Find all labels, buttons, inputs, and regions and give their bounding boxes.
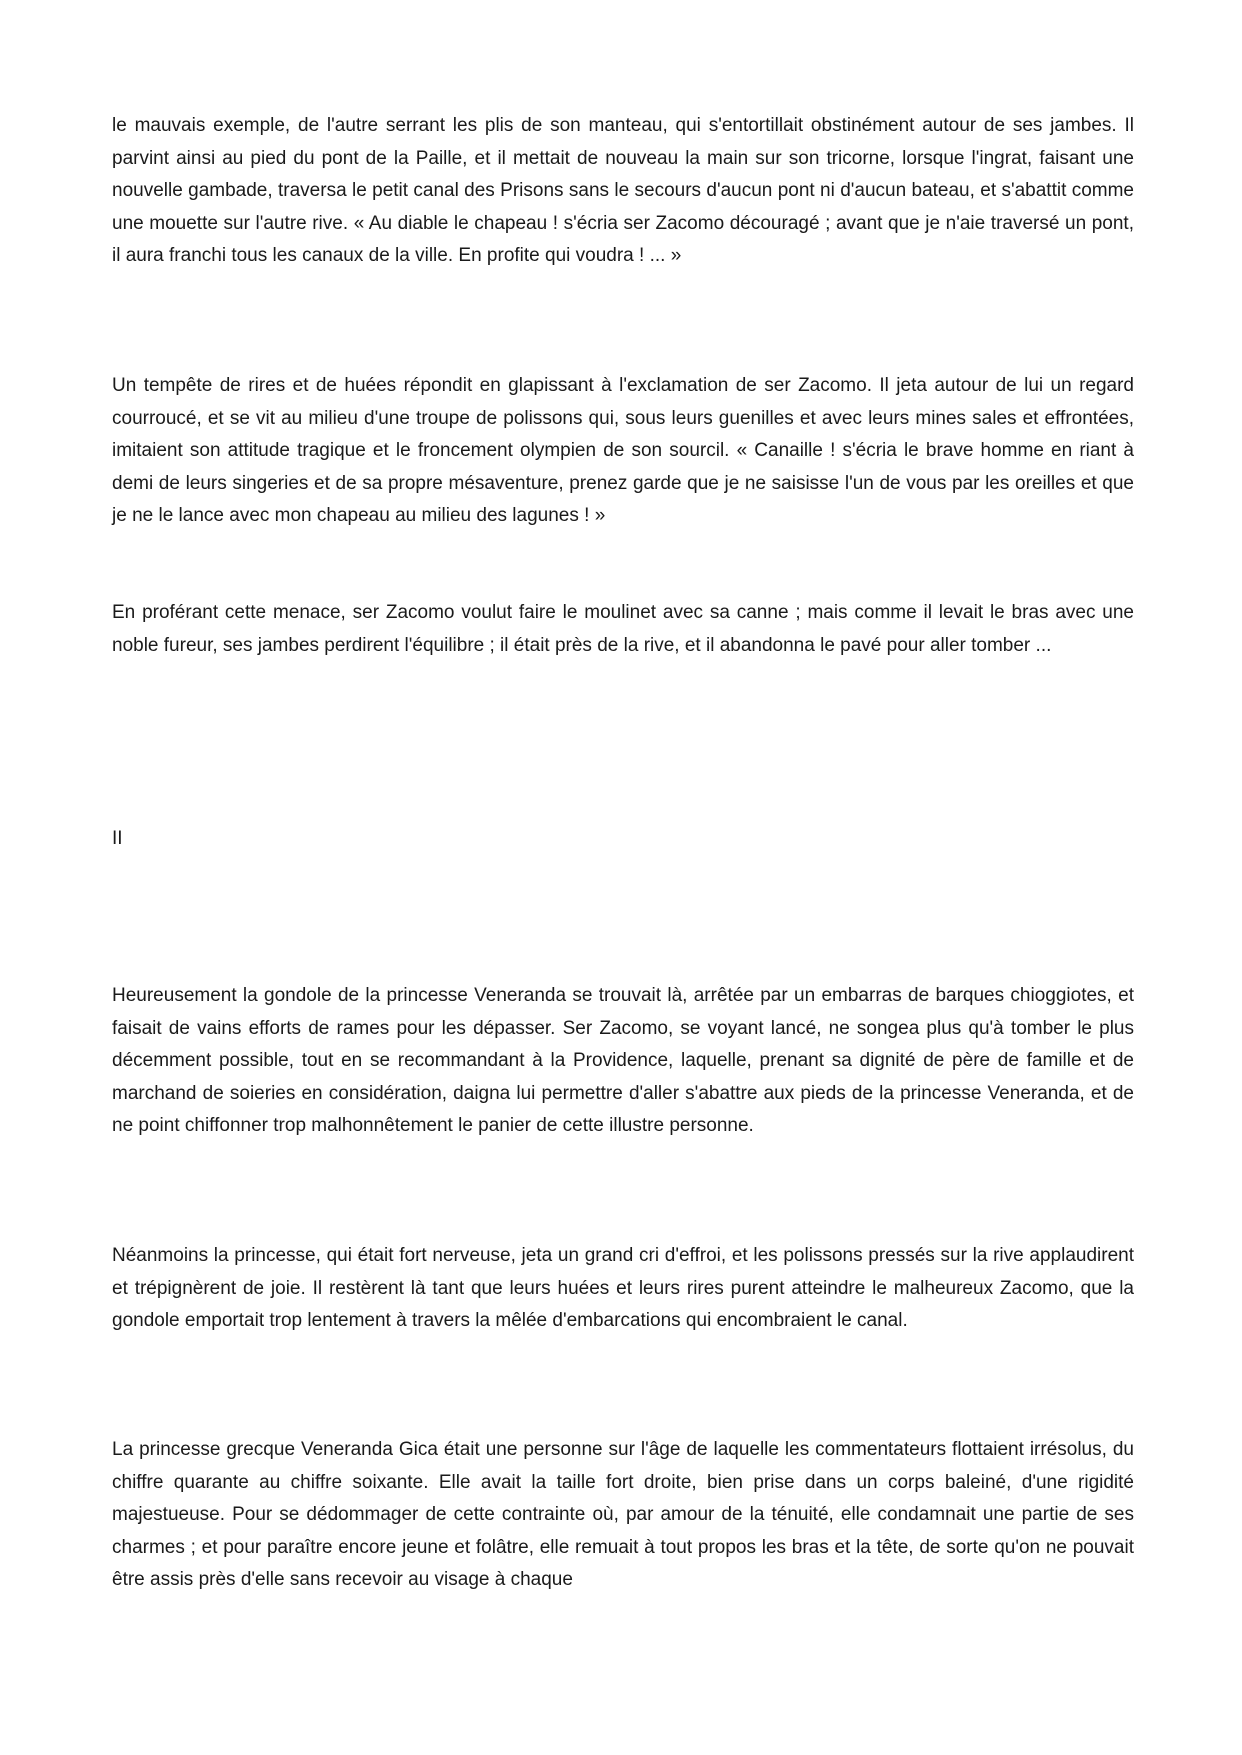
paragraph-5: Néanmoins la princesse, qui était fort nerveuse, jeta un grand cri d'effroi, et les polissons pressés sur la rive applaudirent et trépignèrent de joie. Il restèrent là tant que leurs huées et leurs rires purent atteindre le malheureux Zacomo, que la gondole emportait trop lentement à travers la mêlée d'embarcations qui encombraient le canal.	[112, 1245, 1134, 1331]
chapter-heading: II	[112, 828, 123, 849]
paragraph-4: Heureusement la gondole de la princesse Veneranda se trouvait là, arrêtée par un embarras de barques chioggiotes, et faisait de vains efforts de rames pour les dépasser. Ser Zacomo, se voyant lancé, ne songea plus qu'à tomber le plus décemment possible, tout en se recommandant à la Providence, laquelle, prenant sa dignité de père de famille et de marchand de soieries en considération, daigna lui permettre d'aller s'abattre aux pieds de la princesse Veneranda, et de ne point chiffonner trop malhonnêtement le panier de cette illustre personne.	[112, 985, 1134, 1136]
paragraph-3: En proférant cette menace, ser Zacomo voulut faire le moulinet avec sa canne ; mais comme il levait le bras avec une noble fureur, ses jambes perdirent l'équilibre ; il était près de la rive, et il abandonna le pavé pour aller tomber ...	[112, 602, 1134, 656]
paragraph-2: Un tempête de rires et de huées répondit en glapissant à l'exclamation de ser Zacomo. Il jeta autour de lui un regard courroucé, et se vit au milieu d'une troupe de polissons qui, sous leurs guenilles et avec leurs mines sales et effrontées, imitaient son attitude tragique et le froncement olympien de son sourcil. « Canaille ! s'écria le brave homme en riant à demi de leurs singeries et de sa propre mésaventure, prenez garde que je ne saisisse l'un de vous par les oreilles et que je ne le lance avec mon chapeau au milieu des lagunes ! »	[112, 375, 1134, 526]
paragraph-1: le mauvais exemple, de l'autre serrant les plis de son manteau, qui s'entortillait obstinément autour de ses jambes. Il parvint ainsi au pied du pont de la Paille, et il mettait de nouveau la main sur son tricorne, lorsque l'ingrat, faisant une nouvelle gambade, traversa le petit canal des Prisons sans le secours d'aucun pont ni d'aucun bateau, et s'abattit comme une mouette sur l'autre rive. « Au diable le chapeau ! s'écria ser Zacomo découragé ; avant que je n'aie traversé un pont, il aura franchi tous les canaux de la ville. En profite qui voudra ! ... »	[112, 115, 1134, 266]
paragraph-6: La princesse grecque Veneranda Gica était une personne sur l'âge de laquelle les commentateurs flottaient irrésolus, du chiffre quarante au chiffre soixante. Elle avait la taille fort droite, bien prise dans un corps baleiné, d'une rigidité majestueuse. Pour se dédommager de cette contrainte où, par amour de la ténuité, elle condamnait une partie de ses charmes ; et pour paraître encore jeune et folâtre, elle remuait à tout propos les bras et la tête, de sorte qu'on ne pouvait être assis près d'elle sans recevoir au visage à chaque	[112, 1439, 1134, 1590]
